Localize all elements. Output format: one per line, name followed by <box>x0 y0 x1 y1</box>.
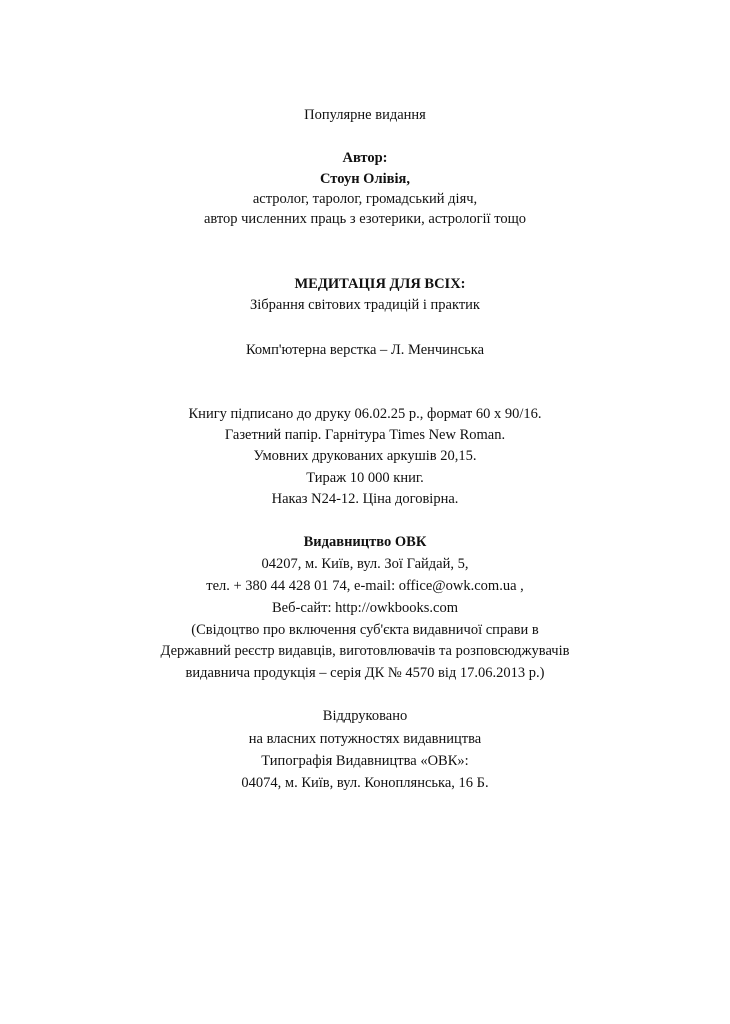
printing-house: Типографія Видавництва «ОВК»: <box>261 753 469 769</box>
publisher-contacts: тел. + 380 44 428 01 74, e-mail: office@owk.com.ua , <box>206 578 524 594</box>
certificate-line-1: (Свідоцтво про включення суб'єкта видавничої справи в <box>191 622 539 638</box>
print-run: Тираж 10 000 книг. <box>306 470 424 486</box>
printing-facility: на власних потужностях видавництва <box>248 731 482 747</box>
certificate-line-3: видавнича продукція – серія ДК № 4570 від 17.06.2013 р.) <box>185 665 545 681</box>
layout-credit: Комп'ютерна верстка – Л. Менчинська <box>245 342 485 358</box>
printed-sheets: Умовних друкованих аркушів 20,15. <box>253 448 477 464</box>
book-title: МЕДИТАЦІЯ ДЛЯ ВСІХ: <box>294 276 466 292</box>
author-label: Автор: <box>342 150 388 166</box>
author-name: Стоун Олівія, <box>320 171 410 187</box>
order-price: Наказ N24-12. Ціна договірна. <box>271 491 459 507</box>
book-subtitle: Зібрання світових традицій і практик <box>250 297 480 313</box>
edition-type: Популярне видання <box>304 107 426 123</box>
certificate-line-2: Державний реєстр видавців, виготовлювачів та розповсюджувачів <box>160 643 570 659</box>
author-description-2: автор численних праць з езотерики, астрології тощо <box>203 211 527 227</box>
printed-label: Віддруковано <box>322 708 408 724</box>
printing-address: 04074, м. Київ, вул. Коноплянська, 16 Б. <box>241 775 489 791</box>
publisher-address: 04207, м. Київ, вул. Зої Гайдай, 5, <box>261 556 469 572</box>
author-description-1: астролог, таролог, громадський діяч, <box>252 191 478 207</box>
signed-to-print: Книгу підписано до друку 06.02.25 р., формат 60 х 90/16. <box>188 406 542 422</box>
paper-typeface: Газетний папір. Гарнітура Times New Roman. <box>224 427 506 443</box>
publisher-name: Видавництво ОВК <box>303 534 427 550</box>
publisher-website: Веб-сайт: http://owkbooks.com <box>272 600 458 616</box>
